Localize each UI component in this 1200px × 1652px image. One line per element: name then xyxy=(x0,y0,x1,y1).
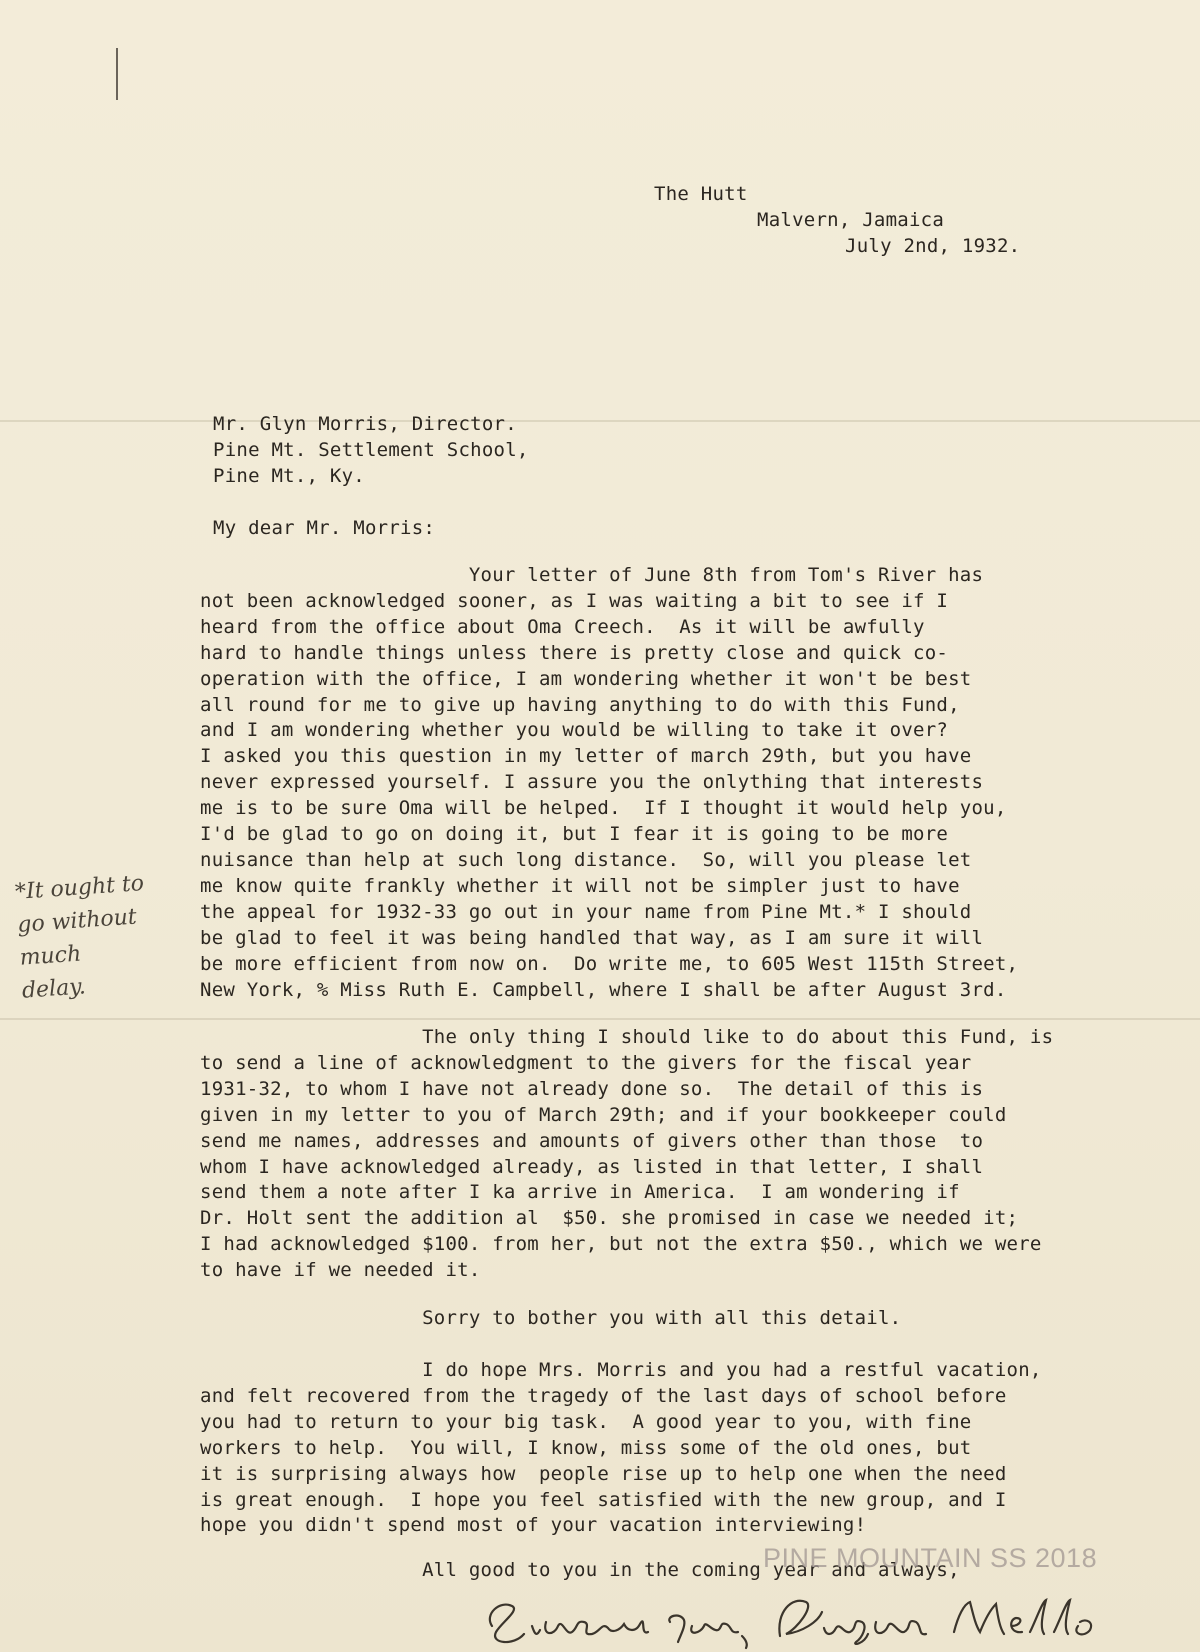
body-line: all round for me to give up having anything to do with this Fund, xyxy=(200,693,960,716)
body-line: and I am wondering whether you would be willing to take it over? xyxy=(200,719,949,742)
body-line: Sorry to bother you with all this detail. xyxy=(200,1307,902,1329)
body-line: I'd be glad to go on doing it, but I fear it is going to be more xyxy=(200,823,949,846)
body-paragraph xyxy=(200,563,1018,1003)
margin-note-line: go without xyxy=(16,904,138,938)
body-line: you had to return to your big task. A good year to you, with fine xyxy=(200,1410,972,1433)
body-line: and felt recovered from the tragedy of the last days of school before xyxy=(200,1384,1007,1407)
body-paragraph xyxy=(200,1306,901,1332)
body-paragraph xyxy=(200,1358,1042,1539)
recipient-line-1: Mr. Glyn Morris, Director. xyxy=(213,413,517,435)
body-line: The only thing I should like to do about this Fund, is xyxy=(200,1026,1054,1048)
body-paragraph xyxy=(200,1025,1053,1284)
body-line: heard from the office about Oma Creech. As it will be awfully xyxy=(200,615,925,638)
body-line: workers to help. You will, I know, miss some of the old ones, but xyxy=(200,1436,972,1459)
letter-date: July 2nd, 1932. xyxy=(845,235,1021,257)
margin-note-line: much xyxy=(18,941,83,971)
body-line: never expressed yourself. I assure you the onlything that interests xyxy=(200,771,984,794)
body-line: given in my letter to you of March 29th; and if your bookkeeper could xyxy=(200,1103,1007,1126)
margin-note-line: delay. xyxy=(21,974,87,1004)
body-line: whom I have acknowledged already, as listed in that letter, I shall xyxy=(200,1155,984,1178)
body-line: hope you didn't spend most of your vacation interviewing! xyxy=(200,1514,867,1537)
body-line: I asked you this question in my letter of march 29th, but you have xyxy=(200,745,972,768)
margin-note-line: *It ought to xyxy=(14,870,145,905)
body-line: me know quite frankly whether it will not be simpler just to have xyxy=(200,874,960,897)
body-line: to send a line of acknowledgment to the givers for the fiscal year xyxy=(200,1051,972,1074)
body-line: Your letter of June 8th from Tom's River has xyxy=(200,564,984,586)
watermark: PINE MOUNTAIN SS 2018 xyxy=(763,1543,1098,1573)
body-line: hard to handle things unless there is pretty close and quick co- xyxy=(200,641,949,664)
body-line: is great enough. I hope you feel satisfied with the new group, and I xyxy=(200,1488,1007,1511)
handwritten-signature xyxy=(480,1592,1180,1652)
body-line: to have if we needed it. xyxy=(200,1259,481,1282)
body-line: operation with the office, I am wondering whether it won't be best xyxy=(200,667,972,690)
body-line: me is to be sure Oma will be helped. If I thought it would help you, xyxy=(200,797,1007,820)
body-line: I do hope Mrs. Morris and you had a restful vacation, xyxy=(200,1359,1042,1381)
recipient-line-2: Pine Mt. Settlement School, xyxy=(213,439,529,461)
paper-fold-line xyxy=(0,1018,1200,1020)
body-line: 1931-32, to whom I have not already done so. The detail of this is xyxy=(200,1077,984,1100)
body-line: All good to you in the coming year and always, xyxy=(200,1559,960,1581)
body-line: nuisance than help at such long distance. So, will you please let xyxy=(200,848,972,871)
body-line: be glad to feel it was being handled that way, as I am sure it will xyxy=(200,926,984,949)
margin-mark xyxy=(116,48,118,100)
body-line: send me names, addresses and amounts of givers other than those to xyxy=(200,1129,984,1152)
sender-address xyxy=(0,182,1021,312)
body-line: be more efficient from now on. Do write me, to 605 West 115th Street, xyxy=(200,952,1019,975)
body-line: it is surprising always how people rise up to help one when the need xyxy=(200,1462,1007,1485)
body-line: the appeal for 1932-33 go out in your name from Pine Mt.* I should xyxy=(200,900,972,923)
body-line: Dr. Holt sent the addition al $50. she promised in case we needed it; xyxy=(200,1207,1019,1230)
body-line: New York, % Miss Ruth E. Campbell, where I shall be after August 3rd. xyxy=(200,978,1007,1001)
recipient-line-3: Pine Mt., Ky. xyxy=(213,465,365,487)
body-line: not been acknowledged sooner, as I was waiting a bit to see if I xyxy=(200,589,949,612)
salutation: My dear Mr. Morris: xyxy=(213,517,436,539)
sender-line-1: The Hutt xyxy=(654,183,748,205)
paper-fold-line xyxy=(0,420,1200,422)
handwritten-margin-note xyxy=(14,867,152,1008)
sender-line-2: Malvern, Jamaica xyxy=(757,209,945,231)
body-line: send them a note after I ka arrive in America. I am wondering if xyxy=(200,1181,960,1204)
body-line: I had acknowledged $100. from her, but not the extra $50., which we were xyxy=(200,1233,1042,1256)
